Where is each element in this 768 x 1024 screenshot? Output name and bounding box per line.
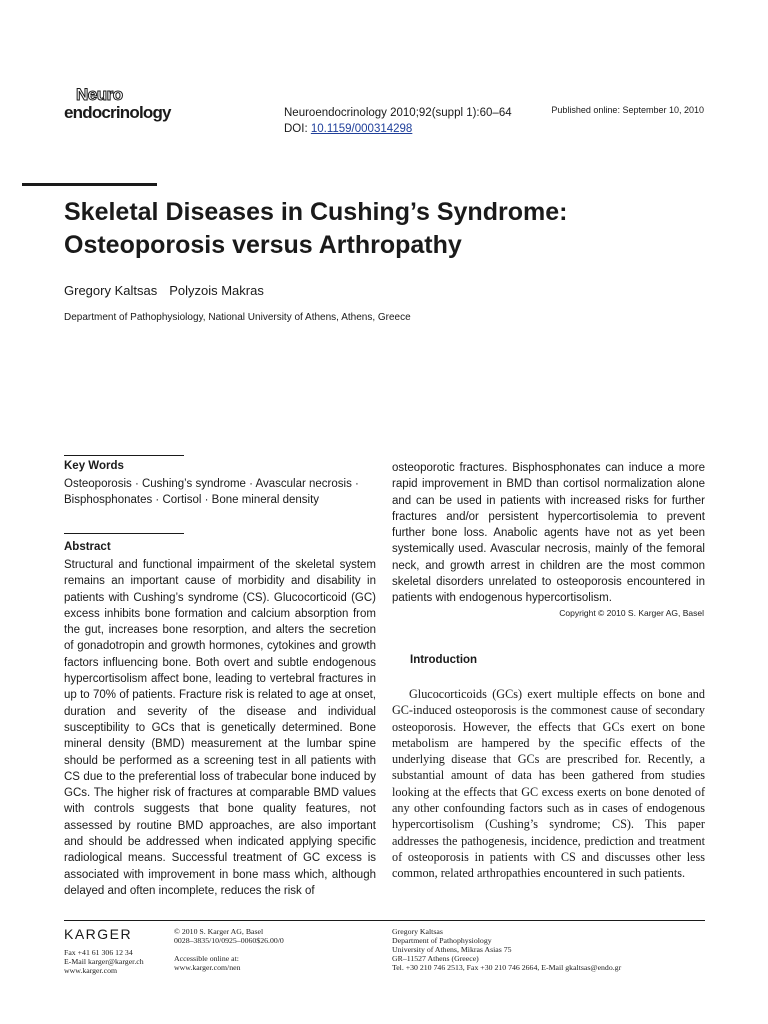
- publisher-logo: KARGER: [64, 926, 133, 942]
- doi-link[interactable]: 10.1159/000314298: [310, 123, 413, 135]
- rights-code: 0028–3835/10/0925–0060$26.00/0: [174, 936, 284, 945]
- abstract-text-column-2: osteoporotic fractures. Bisphosphonates can induce a more rapid improvement in BMD than cortisol normalization alone and can be used in patients with increased risks for further fractures and/or persistent hypercortisolemia to prevent further bone loss. Anabolic agents have not as yet been systemically used. Avascular necrosis, mainly of the femoral neck, and growth arrest in children are the most common skeletal disorders unrelated to osteoporosis encountered in patients with endogenous hypercortisolism.: [392, 462, 705, 605]
- logo-neuro-text: Neuro: [76, 85, 123, 104]
- online-label: Accessible online at:: [174, 954, 239, 963]
- publisher-website[interactable]: www.karger.com: [64, 966, 118, 975]
- logo-endocrinology-text: endocrinology: [64, 103, 171, 122]
- correspondence-city: GR–11527 Athens (Greece): [392, 954, 479, 963]
- abstract-heading: Abstract: [64, 541, 111, 553]
- journal-logo: [64, 86, 194, 122]
- title-line-2: Osteoporosis versus Arthropathy: [64, 231, 462, 259]
- rights-block: [174, 927, 284, 972]
- published-date: Published online: September 10, 2010: [551, 105, 704, 115]
- author-2: Polyzois Makras: [169, 283, 264, 298]
- rights-copyright: © 2010 S. Karger AG, Basel: [174, 927, 264, 936]
- keywords-text: Osteoporosis · Cushing’s syndrome · Avascular necrosis · Bisphosphonates · Cortisol · Bone mineral density: [64, 478, 359, 507]
- doi-line: [284, 121, 512, 137]
- author-1: Gregory Kaltsas: [64, 283, 158, 298]
- journal-citation: Neuroendocrinology 2010;92(suppl 1):60–64: [284, 107, 512, 119]
- publisher-contact: [64, 948, 144, 975]
- article-title: [64, 196, 704, 262]
- correspondence-block: [392, 927, 621, 972]
- abstract-text-column-1: Structural and functional impairment of the skeletal system remains an important cause of morbidity and disability in patients with Cushing’s syndrome (CS). Glucocorticoid (GC) excess inhibits bone formation and calcium absorption from the gut, increases bone resorption, and alters the secretion of gonadotropin and growth hormones, cytokines and growth factors influencing bone. Both overt and subtle endogenous hypercortisolism affect bone, leading to vertebral fractures in up to 70% of patients. Fracture risk is related to age at onset, duration and severity of the disease and individual susceptibility to GCs that is genetically determined. Bone mineral density (BMD) measurement at the lumbar spine should be performed as a screening test in all patients with CS due to the preferential loss of trabecular bone induced by GCs. The higher risk of fractures at comparable BMD values with controls suggests that bone quality features, not assessed by routine BMD approaches, are also important and should be addressed when indicated applying specific radiological means. Successful treatment of GC excess is associated with improvement in bone mass which, although delayed and often incomplete, reduces the risk of: [64, 559, 376, 897]
- keywords-rule: [64, 455, 184, 456]
- correspondence-address: University of Athens, Mikras Asias 75: [392, 945, 512, 954]
- online-url[interactable]: www.karger.com/nen: [174, 963, 241, 972]
- publisher-email[interactable]: E-Mail karger@karger.ch: [64, 957, 144, 966]
- correspondence-department: Department of Pathophysiology: [392, 936, 492, 945]
- keywords-heading: Key Words: [64, 460, 124, 472]
- abstract-rule: [64, 533, 184, 534]
- correspondence-name: Gregory Kaltsas: [392, 927, 443, 936]
- introduction-text: Glucocorticoids (GCs) exert multiple effects on bone and GC-induced osteoporosis is the commonest cause of secondary osteoporosis. However, the effects that GCs exert on bone metabolism are hampered by the specific effects of the underlying disease that GCs are prescribed for. Recently, a substantial amount of data has been gathered from studies looking at the effects that GC excess exerts on bone denoted of any other confounding factors such as in cases of endogenous hypercortisolism (Cushing’s syndrome; CS). This paper addresses the pathogenesis, incidence, prediction and treatment of osteoporosis in patients with CS and discusses other less common, related arthropathies encountered in such patients.: [392, 687, 705, 881]
- copyright-notice: Copyright © 2010 S. Karger AG, Basel: [559, 608, 704, 618]
- title-rule: [22, 183, 157, 186]
- title-line-1: Skeletal Diseases in Cushing’s Syndrome:: [64, 198, 568, 226]
- publisher-fax: Fax +41 61 306 12 34: [64, 948, 133, 957]
- affiliation: Department of Pathophysiology, National University of Athens, Athens, Greece: [64, 312, 411, 323]
- doi-prefix: DOI:: [284, 123, 311, 135]
- author-list: [64, 283, 264, 298]
- correspondence-contact[interactable]: Tel. +30 210 746 2513, Fax +30 210 746 2664, E-Mail gkaltsas@endo.gr: [392, 963, 622, 972]
- journal-citation-block: [284, 105, 512, 137]
- footer-rule: [64, 920, 705, 921]
- introduction-heading: Introduction: [410, 654, 478, 666]
